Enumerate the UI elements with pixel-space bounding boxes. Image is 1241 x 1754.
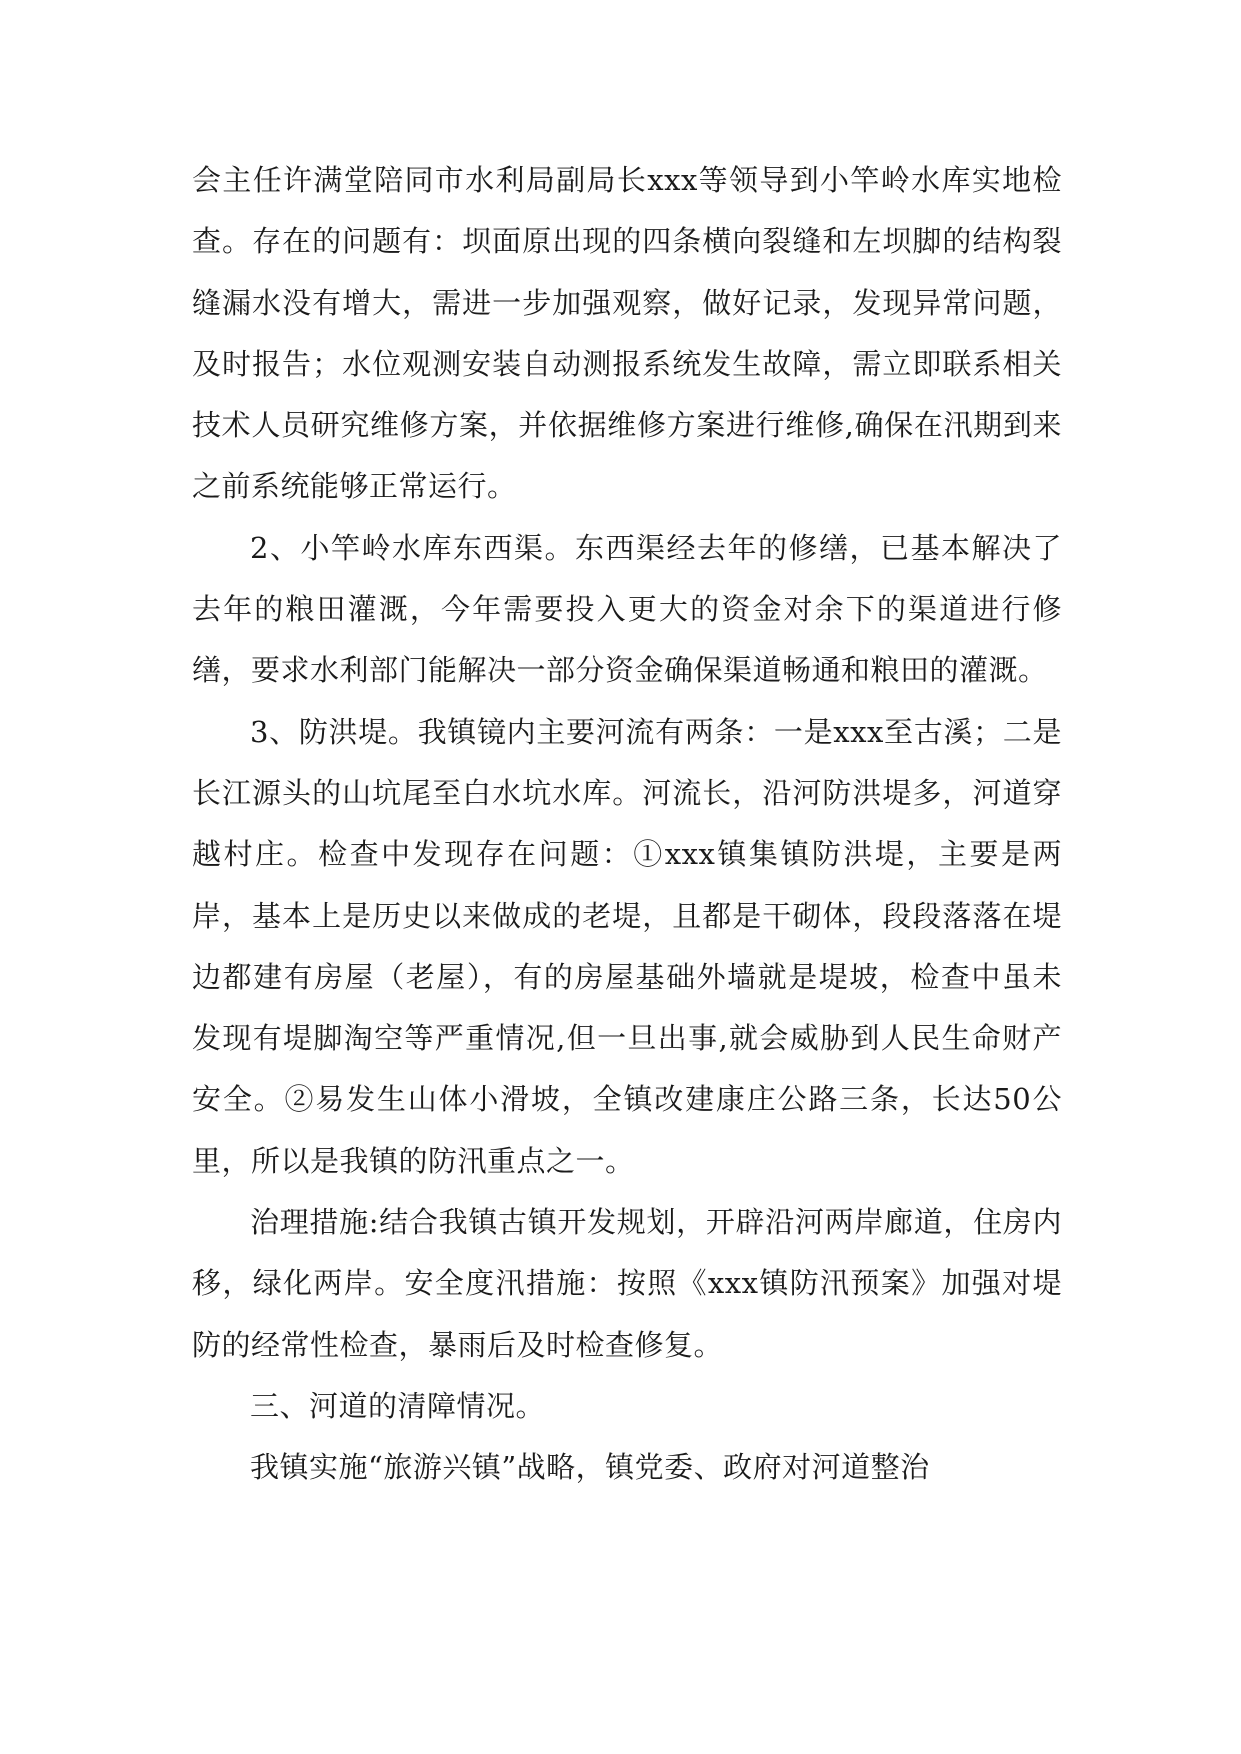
section-heading-river-clearing: 三、河道的清障情况。	[250, 1388, 546, 1423]
paragraph-flood-levee: 3、防洪堤。我镇镜内主要河流有两条：一是xxx至古溪；二是长江源头的山坑尾至白水坑水库。河流长，沿河防洪堤多，河道穿越村庄。检查中发现存在问题：①xxx镇集镇防洪堤，主要是两岸，基本上是历史以来做成的老堤，且都是干砌体，段段落落在堤边都建有房屋（老屋），有的房屋基础外墙就是堤坡，检查中虽未发现有堤脚淘空等严重情况,但一旦出事,就会威胁到人民生命财产安全。②易发生山体小滑坡，全镇改建康庄公路三条，长达50公里，所以是我镇的防汛重点之一。	[192, 714, 1062, 1178]
paragraph-tourism-strategy: 我镇实施“旅游兴镇”战略，镇党委、政府对河道整治	[250, 1450, 930, 1485]
paragraph-remediation-measures: 治理措施:结合我镇古镇开发规划，开辟沿河两岸廊道，住房内移，绿化两岸。安全度汛措施：按照《xxx镇防汛预案》加强对堤防的经常性检查，暴雨后及时检查修复。	[192, 1205, 1062, 1362]
paragraph-east-west-canal: 2、小竿岭水库东西渠。东西渠经去年的修缮，已基本解决了去年的粮田灌溉，今年需要投入更大的资金对余下的渠道进行修缮，要求水利部门能解决一部分资金确保渠道畅通和粮田的灌溉。	[192, 530, 1062, 688]
paragraph-inspection-findings: 会主任许满堂陪同市水利局副局长xxx等领导到小竿岭水库实地检查。存在的问题有：坝面原出现的四条横向裂缝和左坝脚的结构裂缝漏水没有增大，需进一步加强观察，做好记录，发现异常问题，及时报告；水位观测安装自动测报系统发生故障，需立即联系相关技术人员研究维修方案，并依据维修方案进行维修,确保在汛期到来之前系统能够正常运行。	[192, 163, 1062, 504]
document-body	[192, 150, 1062, 1499]
